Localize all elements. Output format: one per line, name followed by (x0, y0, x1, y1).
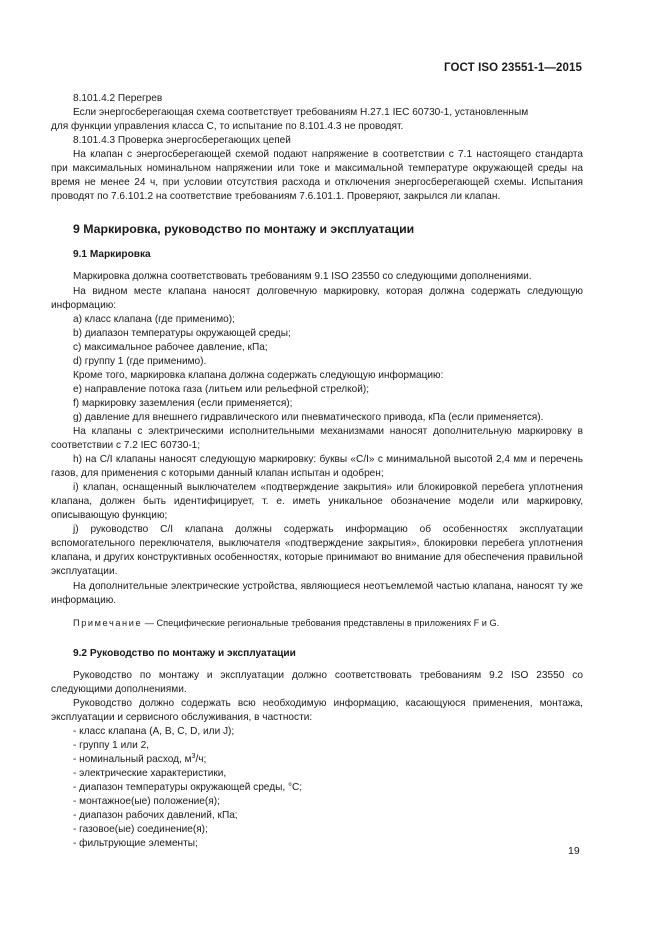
paragraph: Руководство должно содержать всю необходимую информацию, касающуюся применения, монтажа, эксплуатации и сервисного обслуживания, в частности: (51, 697, 583, 723)
dash-item-text: - номинальный расход, м (73, 753, 192, 765)
list-item: g) давление для внешнего гидравлического или пневматического привода, кПа (если применяется). (73, 411, 544, 423)
dash-item: - диапазон температуры окружающей среды, °С; (73, 782, 303, 794)
paragraph: На видном месте клапана наносят долговечную маркировку, которая должна содержать следующую информацию: (51, 285, 583, 311)
paragraph: для функции управления класса С, то испытание по 8.101.4.3 не проводят. (51, 121, 404, 133)
list-item: j) руководство С/I клапана должны содержать информацию об особенностях эксплуатации вспомогательного переключателя, выключателя «подтверждение закрытия», блокировки перебега уплотнения клапана, и других конструктивных особенностях, которые принимают во внимание для обеспечения правильной эксплуатации. (51, 524, 583, 578)
list-item: h) на С/I клапаны наносят следующую маркировку: буквы «С/I» с минимальной высотой 2,4 мм и перечень газов, для применения с которыми данный клапан испытан и одобрен; (51, 454, 583, 480)
paragraph: На клапаны с электрическими исполнительными механизмами наносят дополнительную маркировку в соответствии с 7.2 IEC 60730-1; (51, 425, 583, 452)
unit-text: /ч; (195, 753, 207, 765)
document-body (51, 92, 583, 851)
paragraph: Руководство по монтажу и эксплуатации должно соответствовать требованиям 9.2 ISO 23550 со следующими дополнениями. (51, 669, 583, 695)
dash-item: - газовое(ые) соединение(я); (73, 824, 208, 836)
paragraph: 8.101.4.3 Проверка энергосберегающих цепей (73, 135, 291, 147)
paragraph: Кроме того, маркировка клапана должна содержать следующую информацию: (73, 369, 444, 381)
subsection-heading: 9.2 Руководство по монтажу и эксплуатации (73, 647, 296, 659)
superscript: 3 (191, 752, 196, 760)
dash-item: - фильтрующие элементы; (73, 838, 198, 850)
note (51, 616, 583, 630)
list-item: a) класс клапана (где применимо); (73, 313, 235, 325)
dash-item: - монтажное(ые) положение(я); (73, 796, 220, 808)
paragraph: Маркировка должна соответствовать требованиям 9.1 ISO 23550 со следующими дополнениями. (73, 271, 532, 283)
section-heading: 9 Маркировка, руководство по монтажу и эксплуатации (73, 222, 415, 237)
list-item: e) направление потока газа (литьем или рельефной стрелкой); (73, 383, 370, 395)
list-item: c) максимальное рабочее давление, кПа; (73, 341, 268, 353)
list-item: i) клапан, оснащенный выключателем «подтверждение закрытия» или блокировкой перебега уплотнения клапана, должен быть идентифицирует, т. е. иметь уникальное обозначение модели или маркировку, описывающую функцию; (51, 482, 583, 522)
dash-item: - диапазон рабочих давлений, кПа; (73, 810, 238, 822)
paragraph: На дополнительные электрические устройства, являющиеся неотъемлемой частью клапана, наносят ту же информацию. (51, 580, 583, 606)
paragraph: 8.101.4.2 Перегрев (73, 93, 163, 104)
document-header: ГОСТ ISO 23551-1—2015 (444, 62, 582, 74)
paragraph: Если энергосберегающая схема соответствует требованиям Н.27.1 IEC 60730-1, установленным (73, 107, 529, 119)
list-item: d) группу 1 (где применимо). (73, 355, 207, 367)
dash-item: - электрические характеристики, (73, 768, 227, 780)
note-label: Примечание (73, 617, 143, 628)
dash-item: - класс клапана (A, B, C, D, или J); (73, 725, 235, 737)
list-item: b) диапазон температуры окружающей среды; (73, 327, 291, 339)
dash-item: - группу 1 или 2, (73, 739, 149, 751)
note-text: — Специфические региональные требования представлены в приложениях F и G. (142, 617, 500, 628)
paragraph: На клапан с энергосберегающей схемой подают напряжение в соответствии с 7.1 настоящего стандарта при максимальных номинальном напряжении или токе и максимальной температуре окружающей среды на время не менее 24 ч, при условии отсутствия расхода и отключения энергосберегающей схемы. Испытания проводят по 7.6.101.2 на соответствие требованиям 7.6.101.1. Проверяют, закрылся ли клапан. (51, 149, 583, 203)
list-item: f) маркировку заземления (если применяется); (73, 397, 293, 409)
page-number: 19 (568, 845, 580, 857)
subsection-heading: 9.1 Маркировка (73, 249, 151, 261)
dash-item (51, 753, 583, 767)
